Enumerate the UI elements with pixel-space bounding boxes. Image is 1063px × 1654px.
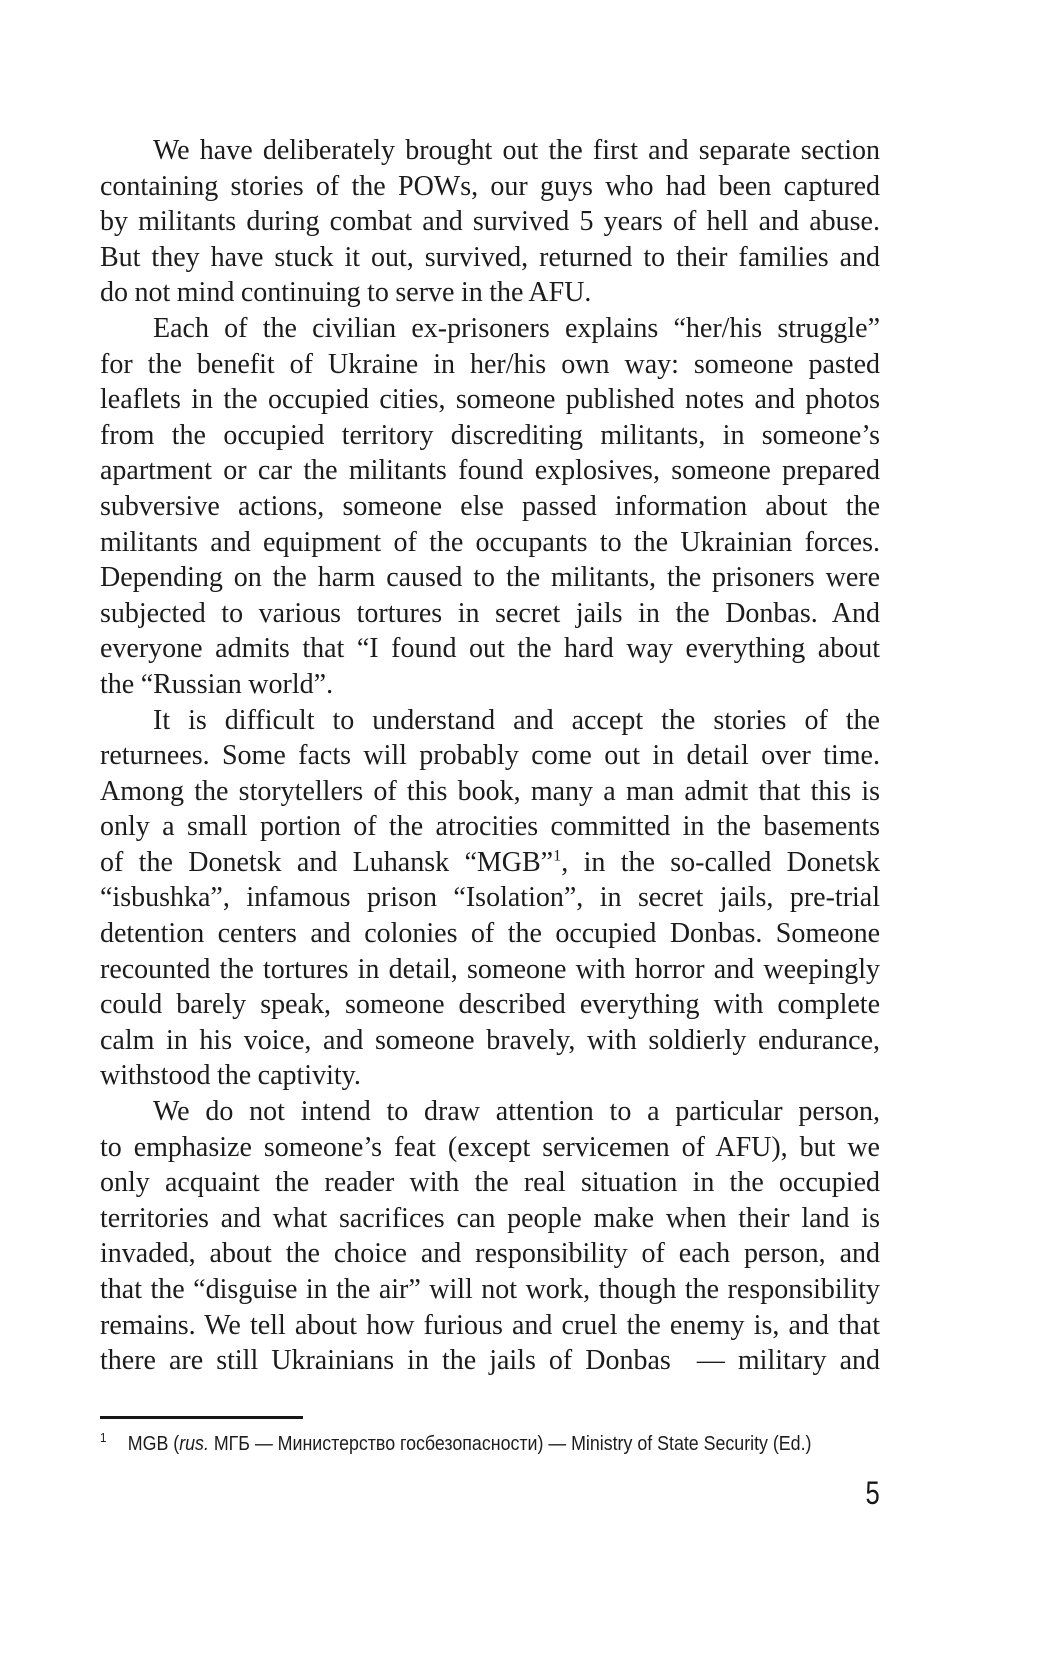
paragraph-2-line-5: apartment or car the militants found explosives, someone prepared xyxy=(100,455,880,487)
paragraph-4-line-5: invaded, about the choice and responsibility of each person, and xyxy=(100,1238,880,1270)
paragraph-4-line-7: remains. We tell about how furious and cruel the enemy is, and that xyxy=(100,1309,880,1341)
paragraph-4-line-8: there are still Ukrainians in the jails of Donbas — military and xyxy=(100,1345,880,1377)
paragraph-3-line-5: of the Donetsk and Luhansk “MGB”$^1$, in the so-called Donetsk xyxy=(100,846,881,878)
paragraph-1-line-4: But they have stuck it out, survived, returned to their families and xyxy=(100,241,880,273)
paragraph-2-line-10: everyone admits that “I found out the hard way everything about xyxy=(100,633,880,665)
footnote xyxy=(100,1429,920,1459)
paragraph-1-line-1: We have deliberately brought out the first and separate section xyxy=(153,135,880,166)
text-block xyxy=(100,133,880,1379)
paragraph-2-line-6: subversive actions, someone else passed information about the xyxy=(100,490,880,522)
paragraph-3-line-7: detention centers and colonies of the occupied Donbas. Someone xyxy=(100,918,880,950)
paragraph-3-line-6: “isbushka”, infamous prison “Isolation”, in secret jails, pre-trial xyxy=(100,882,880,914)
paragraph-4-line-6: that the “disguise in the air” will not work, though the responsibility xyxy=(100,1274,880,1305)
paragraph-1-line-5: do not mind continuing to serve in the AFU. xyxy=(100,277,592,309)
paragraph-2-line-8: Depending on the harm caused to the militants, the prisoners were xyxy=(100,562,880,594)
paragraph-3-line-10: calm in his voice, and someone bravely, with soldierly endurance, xyxy=(100,1024,880,1056)
paragraph-2-line-4: from the occupied territory discrediting militants, in someone’s xyxy=(100,419,880,451)
paragraph-1-line-2: containing stories of the POWs, our guys who had been captured xyxy=(100,170,880,202)
paragraph-2-line-2: for the benefit of Ukraine in her/his own way: someone pasted xyxy=(100,348,880,380)
paragraph-3-line-8: recounted the tortures in detail, someone with horror and weepingly xyxy=(100,953,880,985)
paragraph-3-line-1: It is difficult to understand and accept the stories of the xyxy=(153,704,880,736)
paragraph-3-line-3: Among the storytellers of this book, many a man admit that this is xyxy=(100,775,880,807)
paragraph-1-line-3: by militants during combat and survived 5 years of hell and abuse. xyxy=(100,206,880,238)
paragraph-3-line-4: only a small portion of the atrocities committed in the basements xyxy=(100,811,880,843)
paragraph-3-line-11: withstood the captivity. xyxy=(100,1060,361,1092)
footnote-content xyxy=(100,1429,811,1459)
paragraph-4-line-2: to emphasize someone’s feat (except servicemen of AFU), but we xyxy=(100,1131,880,1163)
paragraph-4-line-3: only acquaint the reader with the real situation in the occupied xyxy=(100,1167,880,1199)
paragraph-3-line-2: returnees. Some facts will probably come out in detail over time. xyxy=(100,740,880,772)
paragraph-2-line-1: Each of the civilian ex-prisoners explains “her/his struggle” xyxy=(153,312,880,344)
paragraph-2-line-3: leaflets in the occupied cities, someone published notes and photos xyxy=(100,384,880,416)
paragraph-4-line-1: We do not intend to draw attention to a particular person, xyxy=(153,1096,880,1128)
paragraph-2-line-9: subjected to various tortures in secret jails in the Donbas. And xyxy=(100,597,880,629)
footnote-marker: 1 xyxy=(100,1430,107,1446)
paragraph-3-line-9: could barely speak, someone described everything with complete xyxy=(100,989,880,1021)
footnote-text: MGB (rus. МГБ — Министерство госбезопасности) — Ministry of State Security (Ed.) xyxy=(127,1433,812,1455)
page-number: 5 xyxy=(865,1475,880,1511)
paragraph-2-line-7: militants and equipment of the occupants to the Ukrainian forces. xyxy=(100,526,880,558)
paragraph-2-line-11: the “Russian world”. xyxy=(100,668,334,700)
footnote-separator xyxy=(100,1416,303,1419)
paragraph-4-line-4: territories and what sacrifices can people make when their land is xyxy=(100,1202,880,1234)
